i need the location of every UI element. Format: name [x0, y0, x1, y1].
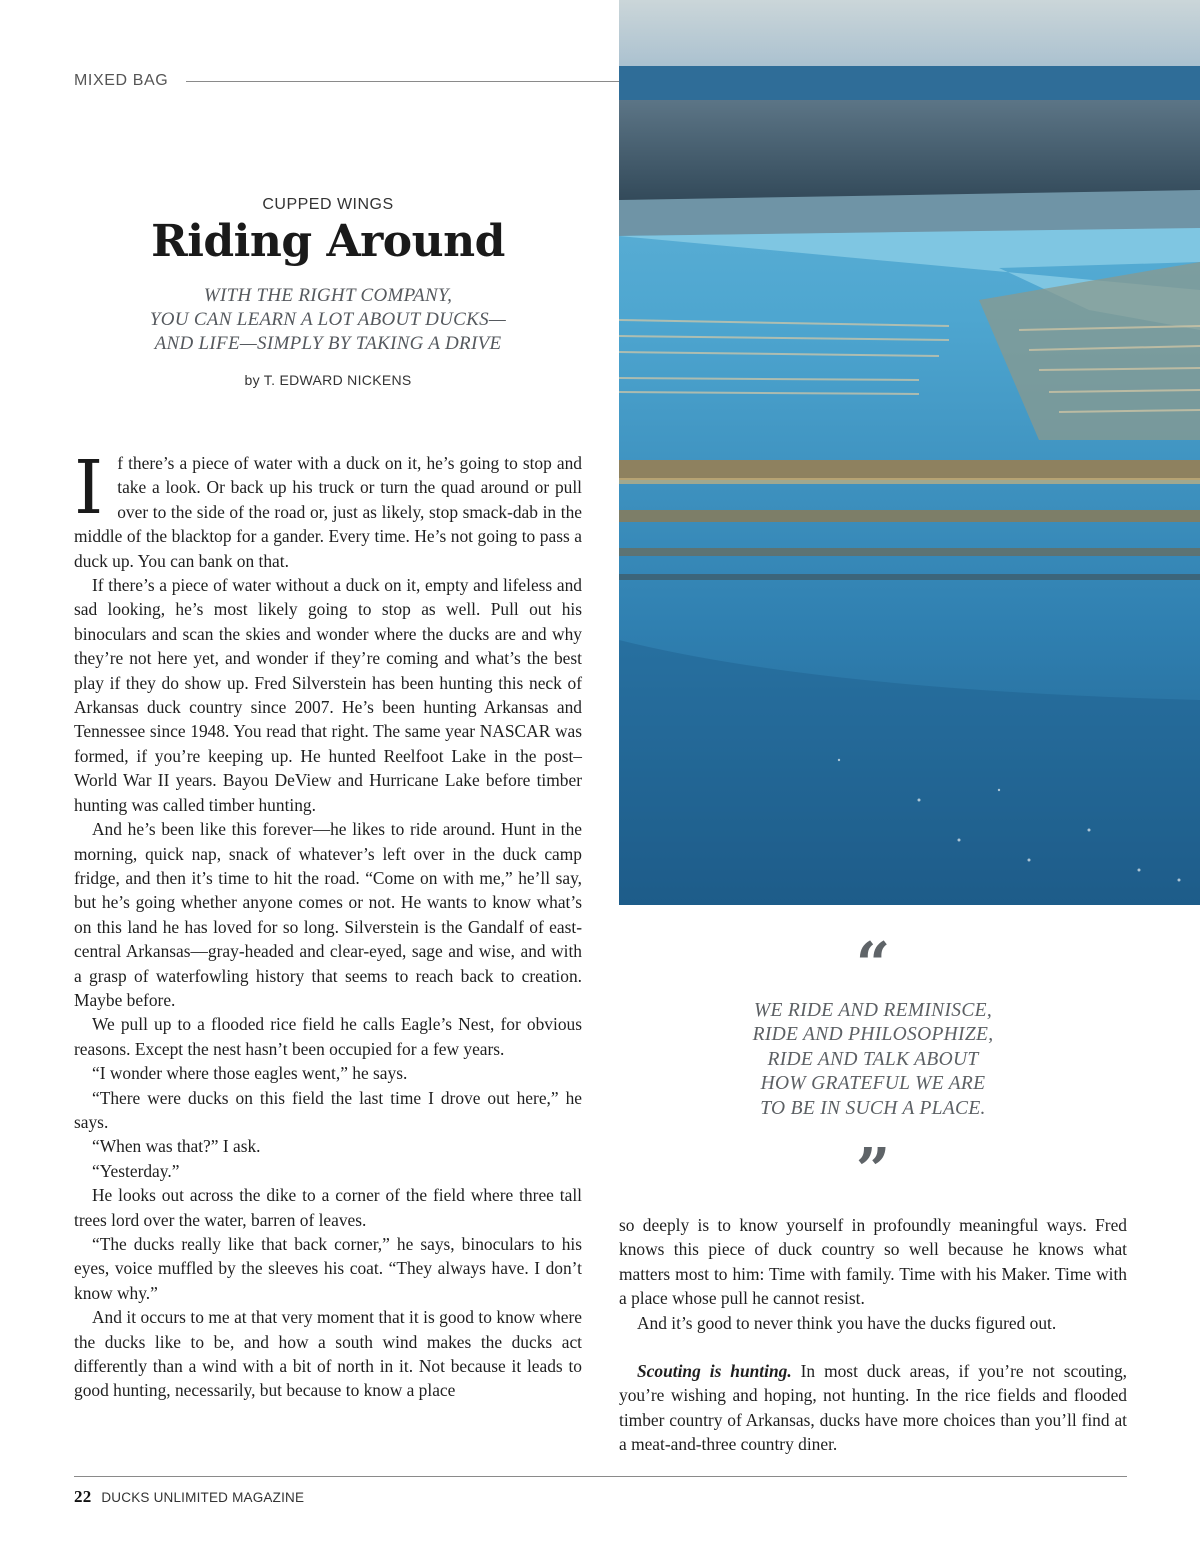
- deck-line: YOU CAN LEARN A LOT ABOUT DUCKS—: [149, 309, 507, 330]
- article-title: Riding Around: [151, 216, 505, 267]
- body-paragraph: We pull up to a flooded rice field he calls Eagle’s Nest, for obvious reasons. Except the nest hasn’t been occupied for a few years.: [74, 1014, 582, 1059]
- body-paragraph: And he’s been like this forever—he likes to ride around. Hunt in the morning, quick nap, snack of whatever’s left over in the duck camp fridge, and then it’s time to hit the road. “Come on with me,” he’ll say, but he’s going whether anyone comes or not. He wants to know what’s on this land he has loved for so long. Silverstein is the Gandalf of east-central Arkansas—gray-headed and clear-eyed, sage and wise, and with a grasp of waterfowling history that seems to reach back to creation. Maybe before.: [74, 819, 582, 1010]
- open-quote-icon: “: [855, 930, 891, 1000]
- body-paragraph: “The ducks really like that back corner,” he says, binoculars to his eyes, voice muffled by the sleeves his coat. “They always have. I don’t know why.”: [74, 1234, 582, 1303]
- page-number: 22: [74, 1487, 92, 1506]
- deck-line: AND LIFE—SIMPLY BY TAKING A DRIVE: [154, 333, 502, 354]
- paragraph-spacer: [619, 1335, 1127, 1359]
- levee-2: [619, 510, 1200, 522]
- body-paragraph: “When was that?” I ask.: [92, 1136, 261, 1157]
- levee-1-highlight: [619, 478, 1200, 484]
- deck-line: WITH THE RIGHT COMPANY,: [203, 285, 453, 306]
- body-paragraph-text: f there’s a piece of water with a duck on it, he’s going to stop and take a look. Or back up his truck or turn the quad around or pull over to the side of the road or, just as likely, stop smack-dab in the middle of the blacktop for a gander. Every time. He’s not going to pass a duck up. You can bank on that.: [74, 453, 582, 571]
- drop-cap: I: [74, 445, 104, 531]
- body-paragraph: And it occurs to me at that very moment that it is good to know where the ducks like to be, and how a south wind makes the ducks act differently than a wind with a bit of north in it. Not because it leads to good hunting, necessarily, but because to know a place: [74, 1307, 582, 1401]
- body-paragraph: If there’s a piece of water without a duck on it, empty and lifeless and sad looking, he’s most likely going to stop as well. Pull out his binoculars and scan the skies and wonder where the ducks are and why they’re not here yet, and wonder if they’re coming and what’s the best play if they do show up. Fred Silverstein has been hunting this neck of Arkansas duck country since 2007. He’s been hunting Arkansas and Tennessee since 1948. You read that right. The same year NASCAR was formed, if you’re keeping up. He hunted Reelfoot Lake in the post–World War II years. Bayou DeView and Hurricane Lake before timber hunting was called timber hunting.: [74, 575, 582, 815]
- body-paragraph: so deeply is to know yourself in profoundly meaningful ways. Fred knows this piece of duck country so well because he knows what matters most to him: Time with family. Time with his Maker. Time with a place whose pull he cannot resist.: [619, 1215, 1127, 1309]
- pull-quote-line: RIDE AND TALK ABOUT: [767, 1048, 979, 1070]
- pull-quote-line: HOW GRATEFUL WE ARE: [760, 1073, 986, 1095]
- body-paragraph: He looks out across the dike to a corner of the field where three tall trees lord over the water, barren of leaves.: [74, 1185, 582, 1230]
- body-paragraph-text: In most duck areas, if you’re not scouting, you’re wishing and hoping, not hunting. In the rice fields and flooded timber country of Arkansas, ducks have more choices than you’ll find at a meat-and-three country diner.: [619, 1361, 1127, 1455]
- levee-4: [619, 574, 1200, 580]
- section-lead-in: Scouting is hunting.: [637, 1361, 792, 1382]
- body-column-right: [619, 1213, 1127, 1457]
- pull-quote-line: WE RIDE AND REMINISCE,: [753, 1000, 993, 1021]
- body-paragraph: “Yesterday.”: [92, 1160, 180, 1181]
- levee-1: [619, 460, 1200, 480]
- close-quote-icon: ”: [855, 1136, 891, 1206]
- article-kicker: CUPPED WINGS: [262, 196, 394, 213]
- section-label: MIXED BAG: [74, 72, 169, 89]
- flooded-rice-field-photo: [619, 0, 1200, 905]
- body-paragraph: “There were ducks on this field the last time I drove out here,” he says.: [74, 1087, 582, 1132]
- article-deck: [74, 284, 582, 356]
- aerial-photo-svg: [619, 0, 1200, 905]
- treeline: [619, 100, 1200, 200]
- sky: [619, 0, 1200, 70]
- body-paragraph: “I wonder where those eagles went,” he says.: [92, 1063, 408, 1084]
- body-paragraph: [74, 445, 582, 573]
- publication-name: DUCKS UNLIMITED MAGAZINE: [101, 1490, 305, 1505]
- pull-quote-line: TO BE IN SUCH A PLACE.: [760, 1097, 986, 1119]
- section-rule: [186, 81, 620, 82]
- page-footer: [74, 1487, 304, 1507]
- pull-quote-line: RIDE AND PHILOSOPHIZE,: [752, 1024, 994, 1046]
- byline: by T. EDWARD NICKENS: [244, 372, 412, 388]
- levee-3: [619, 548, 1200, 556]
- body-paragraph: [619, 1359, 1127, 1457]
- footer-rule: [74, 1476, 1127, 1477]
- body-paragraph: And it’s good to never think you have the ducks figured out.: [637, 1312, 1057, 1333]
- body-column-left: [74, 445, 582, 1403]
- pull-quote: [619, 999, 1127, 1121]
